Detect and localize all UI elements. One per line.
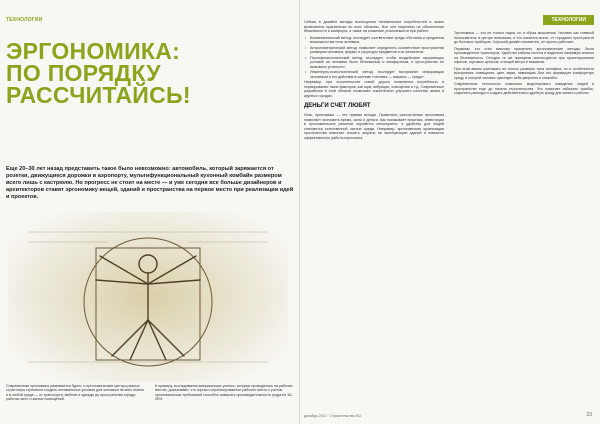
bottom-text-col1: Современная эргономика развивается бурно, и ергономические центры разных стран мира стремятся создать оптимальные условия для человека на всех этапах и в любой среде — от транспорта, мебели и одежды до пространства города, рабочих мест и жилых помещений. (6, 384, 145, 402)
section-rubric: ТЕХНОЛОГИИ (6, 17, 43, 23)
paragraph: Сейчас в дизайне методы воплощения человеческих потребностей в жизнь включаются практически во всех областях. Все они нацелены на обеспечение безопасности и комфорта, а также на снижение утомляемости при работе. (304, 20, 444, 33)
text-column-1 (304, 20, 444, 142)
vitruvian-man-illustration (8, 212, 288, 382)
text-column-2 (454, 31, 594, 98)
bottom-text-col2: К примеру, исследования американских ученых, которые проводились на рабочих местах, доказывают, что хорошо спроектированное рабочее место с учетом эргономических требований способно повысить производительность труда на 15–25%. (155, 384, 294, 402)
list-item: • Антропометрический метод: позволяет определять соответствие пространства размерам человека, формы и структуры предметов и их элементов. (310, 46, 444, 55)
article-headline: ЭРГОНОМИКА: ПО ПОРЯДКУ РАССЧИТАЙСЬ! (6, 38, 191, 108)
paragraph: Итак, эргономика — это прямая выгода. Правильно рассчитанная эргономика позволяет экономить время, силы и деньги. Как показывает практика, инвестиции в эргономическое решение окупаются многократно, а удобство для людей становится естественной частью среды. Например, эргономичная организация пространства помогает снизить затраты на эксплуатацию зданий и повысить эффективность работы персонала. (304, 113, 444, 140)
paragraph: Например, при строительстве новой дороги появляется потребность в нормировании таких факторов, как шум, вибрация, освещение и т.д. Современные разработки в этой области позволяют значительно улучшить качество жизни в крупных городах. (304, 80, 444, 98)
paragraph: Первыми, кто стал массово применять эргономические методы, были производители транспорта. Удобство кабины пилота и водителя напрямую влияло на безопасность. Сегодня те же принципы используются при проектировании офисов, торговых центров, станций метро и вокзалов. (454, 46, 594, 64)
methods-list (304, 36, 444, 80)
bottom-columns (6, 384, 296, 402)
right-page (300, 0, 600, 424)
subheading: ДЕНЬГИ СЧЕТ ЛЮБЯТ (304, 103, 371, 109)
list-item: • Инженерно-психологический метод: исследует восприятие информации человеком и его действия в системе «человек — машина — среда». (310, 70, 444, 79)
page-footer: декабрь 2013 · Строительство.RU (304, 414, 362, 418)
list-item: • Биомеханический метод: исследует соответствие среды обитания и предметов возможностям тела человека. (310, 36, 444, 45)
list-item: • Психофизиологический метод: исследует, чтобы воздействие окружающих условий на человека было безопасным и комфортным, и пространство не вызывало усталости. (310, 56, 444, 70)
page-number: 23 (586, 412, 592, 418)
section-rubric-badge: ТЕХНОЛОГИИ (543, 15, 594, 25)
paragraph: Современные технологии позволяют моделировать поведение людей в пространстве еще до начала строительства. Это помогает избежать ошибок, сократить расходы и создать действительно удобную среду для жизни и работы. (454, 82, 594, 95)
paragraph: Эргономика — это не только наука, но и образ мышления. Человек как главный пользователь в центре внимания, и это касается всего: от городских пространств до бытовых приборов. Хороший дизайн незаметен, он просто работает. (454, 31, 594, 44)
paragraph: При этом важно учитывать не только размеры тела человека, но и особенности восприятия: освещение, цвет, звуки, навигацию. Все это формирует комфортную среду, в которой человек чувствует себя уверенно и спокойно. (454, 66, 594, 80)
article-lead: Еще 20–30 лет назад представить такое было невозможно: автомобиль, который заряжается от розетки, движущиеся дорожки в аэропорту, мультифункциональный кухонный комбайн размером всего лишь с кастрюлю. Но прогресс не стоит на месте — и уже сегодня все больше дизайнеров и архитекторов ставят эргономику вещей, зданий и пространства на первое место при реализации идей и проектов. (6, 166, 294, 200)
